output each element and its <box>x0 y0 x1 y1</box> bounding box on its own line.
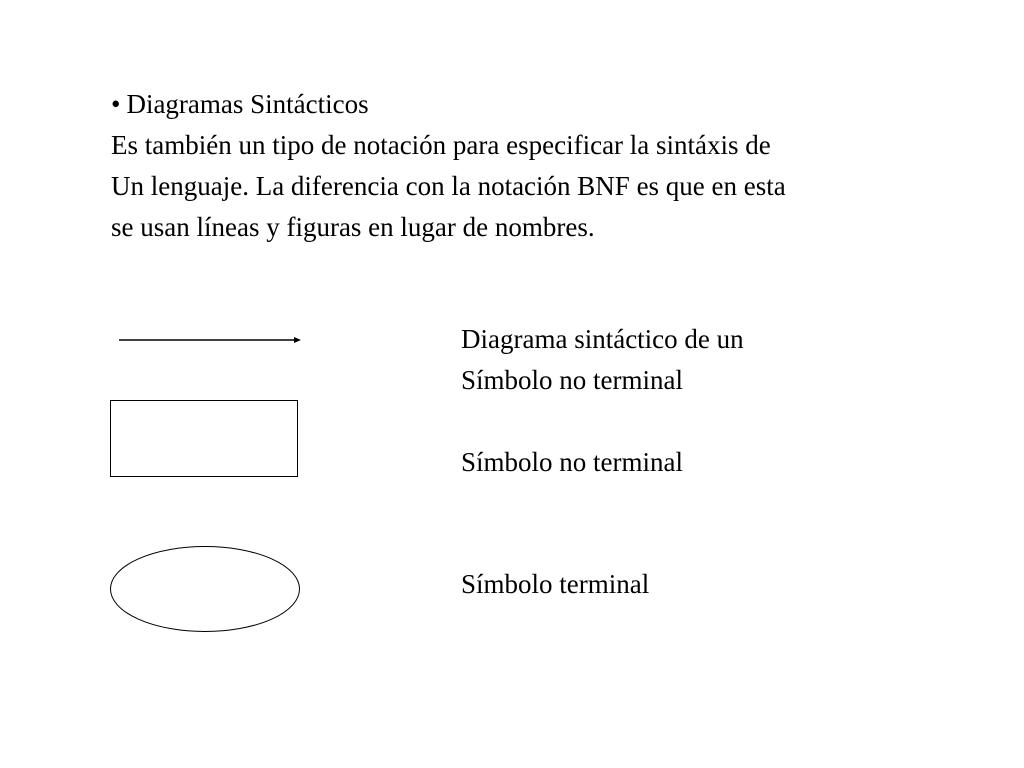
bullet-icon: • <box>111 89 121 119</box>
arrow-label-line: Diagrama sintáctico de un <box>461 324 744 354</box>
arrow-label <box>461 319 744 401</box>
intro-paragraph-line: se usan líneas y figuras en lugar de nombres. <box>111 212 595 242</box>
arrow-label-line: Símbolo no terminal <box>461 365 683 395</box>
ellipse-icon <box>109 545 301 633</box>
arrow-line-icon <box>118 332 303 348</box>
ellipse-label-line: Símbolo terminal <box>461 569 650 599</box>
rectangle-label <box>461 442 683 483</box>
intro-heading: Diagramas Sintácticos <box>126 89 369 119</box>
ellipse-label <box>461 564 649 605</box>
intro-paragraph-line: Un lenguaje. La diferencia con la notación BNF es que en esta <box>111 171 786 201</box>
intro-paragraph-line: Es también un tipo de notación para especificar la sintáxis de <box>111 130 771 160</box>
rectangle-label-line: Símbolo no terminal <box>461 447 683 477</box>
rectangle-icon <box>110 400 298 477</box>
intro-text-block <box>111 84 991 248</box>
intro-heading-line <box>111 84 991 125</box>
